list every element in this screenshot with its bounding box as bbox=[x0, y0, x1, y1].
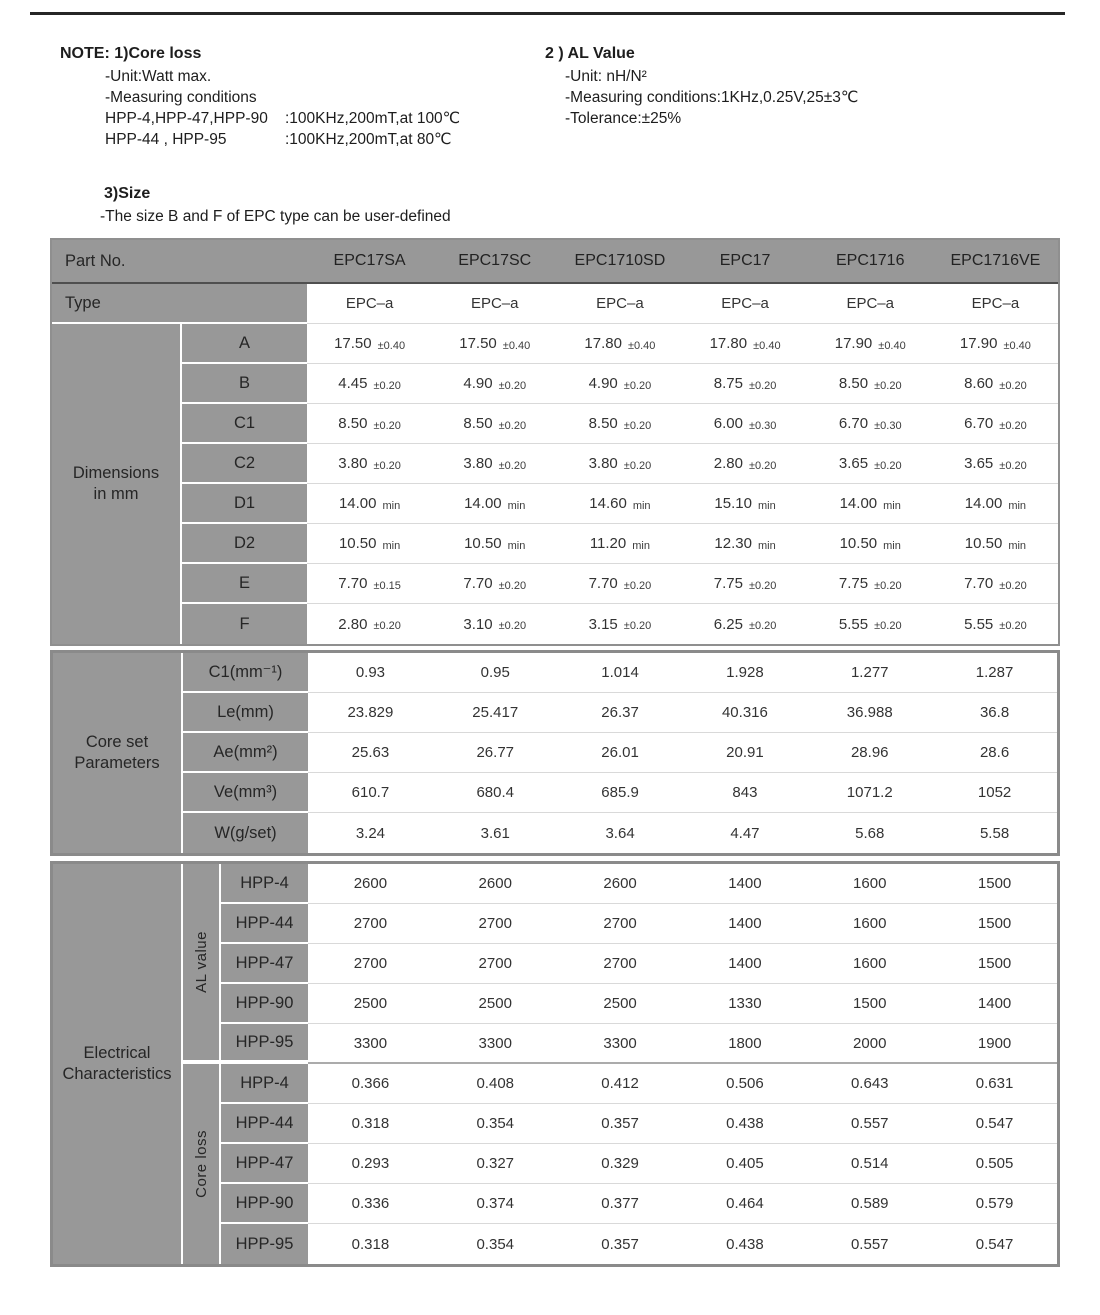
core-param-value-cell: 26.37 bbox=[558, 693, 683, 733]
condition-value: :100KHz,200mT,at 100℃ bbox=[285, 110, 461, 127]
al-value-cell: 1500 bbox=[932, 864, 1057, 904]
core-param-value-cell: 1052 bbox=[932, 773, 1057, 813]
core-loss-value-cell: 0.643 bbox=[807, 1064, 932, 1104]
dimension-value-cell: 3.65 ±0.20 bbox=[933, 444, 1058, 484]
dimension-value-cell: 14.60 min bbox=[557, 484, 682, 524]
dimension-row-label: C1 bbox=[182, 404, 307, 444]
note-al-value bbox=[545, 43, 858, 129]
core-loss-value-cell: 0.366 bbox=[308, 1064, 433, 1104]
core-set-parameters-table bbox=[50, 650, 1060, 856]
al-value-cell: 2700 bbox=[558, 944, 683, 984]
core-param-value-cell: 20.91 bbox=[683, 733, 808, 773]
core-set-group-label: Core set Parameters bbox=[53, 653, 183, 853]
condition-value: :100KHz,200mT,at 80℃ bbox=[285, 131, 452, 148]
condition-name: HPP-44 , HPP-95 bbox=[105, 131, 227, 148]
core-param-value-cell: 5.68 bbox=[807, 813, 932, 853]
dimension-value-cell: 6.70 ±0.20 bbox=[933, 404, 1058, 444]
al-value-cell: 1500 bbox=[807, 984, 932, 1024]
core-loss-value-cell: 0.547 bbox=[932, 1224, 1057, 1264]
note-line: -Unit: nH/N² bbox=[565, 68, 647, 85]
al-value-cell: 1400 bbox=[932, 984, 1057, 1024]
al-value-cell: 2500 bbox=[433, 984, 558, 1024]
note-size bbox=[100, 183, 451, 227]
al-value-cell: 2700 bbox=[433, 904, 558, 944]
dimension-value-cell: 14.00 min bbox=[933, 484, 1058, 524]
dimension-row-label: E bbox=[182, 564, 307, 604]
dimension-value-cell: 7.70 ±0.20 bbox=[432, 564, 557, 604]
core-param-value-cell: 25.417 bbox=[433, 693, 558, 733]
core-param-value-cell: 1.277 bbox=[807, 653, 932, 693]
dimension-value-cell: 2.80 ±0.20 bbox=[682, 444, 807, 484]
note-line: -Unit:Watt max. bbox=[105, 68, 212, 85]
top-rule bbox=[30, 12, 1065, 15]
dimension-value-cell: 7.70 ±0.15 bbox=[307, 564, 432, 604]
type-value-cell: EPC–a bbox=[557, 284, 682, 324]
dimension-value-cell: 17.80 ±0.40 bbox=[682, 324, 807, 364]
dimension-value-cell: 4.90 ±0.20 bbox=[557, 364, 682, 404]
core-loss-value-cell: 0.505 bbox=[932, 1144, 1057, 1184]
type-value-cell: EPC–a bbox=[432, 284, 557, 324]
part-number-cell: EPC1710SD bbox=[557, 240, 682, 284]
core-param-value-cell: 4.47 bbox=[683, 813, 808, 853]
core-param-value-cell: 0.95 bbox=[433, 653, 558, 693]
core-loss-group-label: Core loss bbox=[183, 1064, 221, 1264]
dimension-value-cell: 10.50 min bbox=[808, 524, 933, 564]
al-value-cell: 1600 bbox=[807, 904, 932, 944]
core-param-value-cell: 36.988 bbox=[807, 693, 932, 733]
dimension-row-label: B bbox=[182, 364, 307, 404]
dimension-value-cell: 3.10 ±0.20 bbox=[432, 604, 557, 644]
dimension-value-cell: 15.10 min bbox=[682, 484, 807, 524]
dimension-value-cell: 5.55 ±0.20 bbox=[933, 604, 1058, 644]
core-param-value-cell: 40.316 bbox=[683, 693, 808, 733]
core-loss-value-cell: 0.408 bbox=[433, 1064, 558, 1104]
dimension-value-cell: 8.50 ±0.20 bbox=[432, 404, 557, 444]
core-loss-value-cell: 0.557 bbox=[807, 1224, 932, 1264]
dimensions-table bbox=[50, 238, 1060, 646]
dimension-value-cell: 7.70 ±0.20 bbox=[933, 564, 1058, 604]
dimension-value-cell: 4.45 ±0.20 bbox=[307, 364, 432, 404]
core-loss-value-cell: 0.405 bbox=[683, 1144, 808, 1184]
core-loss-value-cell: 0.377 bbox=[558, 1184, 683, 1224]
dimension-value-cell: 14.00 min bbox=[432, 484, 557, 524]
dimension-value-cell: 12.30 min bbox=[682, 524, 807, 564]
core-loss-value-cell: 0.318 bbox=[308, 1104, 433, 1144]
electrical-characteristics-table bbox=[50, 861, 1060, 1267]
core-loss-value-cell: 0.357 bbox=[558, 1224, 683, 1264]
core-loss-value-cell: 0.412 bbox=[558, 1064, 683, 1104]
dimension-value-cell: 17.90 ±0.40 bbox=[933, 324, 1058, 364]
note-condition-row bbox=[105, 129, 460, 150]
dimension-value-cell: 3.80 ±0.20 bbox=[307, 444, 432, 484]
core-loss-value-cell: 0.374 bbox=[433, 1184, 558, 1224]
hpp-row-label: HPP-90 bbox=[221, 984, 308, 1024]
core-loss-value-cell: 0.589 bbox=[807, 1184, 932, 1224]
core-param-value-cell: 3.61 bbox=[433, 813, 558, 853]
core-loss-value-cell: 0.438 bbox=[683, 1224, 808, 1264]
al-value-cell: 2500 bbox=[558, 984, 683, 1024]
core-loss-value-cell: 0.631 bbox=[932, 1064, 1057, 1104]
hpp-row-label: HPP-47 bbox=[221, 944, 308, 984]
dimension-value-cell: 8.75 ±0.20 bbox=[682, 364, 807, 404]
note-line: -Measuring conditions bbox=[105, 89, 257, 106]
dimension-value-cell: 10.50 min bbox=[933, 524, 1058, 564]
hpp-row-label: HPP-44 bbox=[221, 904, 308, 944]
dimension-row-label: C2 bbox=[182, 444, 307, 484]
al-value-cell: 1500 bbox=[932, 944, 1057, 984]
hpp-row-label: HPP-44 bbox=[221, 1104, 308, 1144]
core-param-value-cell: 26.77 bbox=[433, 733, 558, 773]
core-param-value-cell: 680.4 bbox=[433, 773, 558, 813]
hpp-row-label: HPP-90 bbox=[221, 1184, 308, 1224]
dimension-row-label: D2 bbox=[182, 524, 307, 564]
note-al-value-title: 2 ) AL Value bbox=[545, 45, 635, 62]
dimension-value-cell: 8.60 ±0.20 bbox=[933, 364, 1058, 404]
part-number-cell: EPC17 bbox=[682, 240, 807, 284]
core-param-value-cell: 1.014 bbox=[558, 653, 683, 693]
core-loss-value-cell: 0.327 bbox=[433, 1144, 558, 1184]
core-param-value-cell: 0.93 bbox=[308, 653, 433, 693]
dimension-value-cell: 3.80 ±0.20 bbox=[557, 444, 682, 484]
core-param-value-cell: 26.01 bbox=[558, 733, 683, 773]
note-line: -Tolerance:±25% bbox=[565, 110, 682, 127]
dimension-value-cell: 3.80 ±0.20 bbox=[432, 444, 557, 484]
core-param-label: Ve(mm³) bbox=[183, 773, 308, 813]
dimension-value-cell: 17.50 ±0.40 bbox=[432, 324, 557, 364]
core-param-value-cell: 5.58 bbox=[932, 813, 1057, 853]
core-loss-value-cell: 0.464 bbox=[683, 1184, 808, 1224]
core-loss-value-cell: 0.354 bbox=[433, 1224, 558, 1264]
core-param-value-cell: 1.287 bbox=[932, 653, 1057, 693]
hpp-row-label: HPP-4 bbox=[221, 1064, 308, 1104]
hpp-row-label: HPP-4 bbox=[221, 864, 308, 904]
type-value-cell: EPC–a bbox=[808, 284, 933, 324]
dimension-value-cell: 7.70 ±0.20 bbox=[557, 564, 682, 604]
core-param-value-cell: 3.64 bbox=[558, 813, 683, 853]
al-value-cell: 2700 bbox=[308, 944, 433, 984]
part-number-cell: EPC17SA bbox=[307, 240, 432, 284]
dimension-value-cell: 6.25 ±0.20 bbox=[682, 604, 807, 644]
al-value-cell: 2600 bbox=[308, 864, 433, 904]
core-loss-value-cell: 0.293 bbox=[308, 1144, 433, 1184]
core-loss-value-cell: 0.438 bbox=[683, 1104, 808, 1144]
dimension-value-cell: 7.75 ±0.20 bbox=[808, 564, 933, 604]
hpp-row-label: HPP-47 bbox=[221, 1144, 308, 1184]
core-param-value-cell: 1071.2 bbox=[807, 773, 932, 813]
core-param-value-cell: 843 bbox=[683, 773, 808, 813]
core-param-value-cell: 685.9 bbox=[558, 773, 683, 813]
part-no-header-label: Part No. bbox=[52, 240, 307, 284]
dimension-row-label: F bbox=[182, 604, 307, 644]
dimension-value-cell: 5.55 ±0.20 bbox=[808, 604, 933, 644]
al-value-cell: 2700 bbox=[433, 944, 558, 984]
dimension-row-label: D1 bbox=[182, 484, 307, 524]
core-loss-value-cell: 0.318 bbox=[308, 1224, 433, 1264]
electrical-group-label: Electrical Characteristics bbox=[53, 864, 183, 1264]
note-core-loss-title: NOTE: 1)Core loss bbox=[60, 45, 202, 62]
note-line: -Measuring conditions:1KHz,0.25V,25±3℃ bbox=[565, 89, 859, 106]
al-value-cell: 2600 bbox=[433, 864, 558, 904]
al-value-cell: 1400 bbox=[683, 864, 808, 904]
type-row-label: Type bbox=[52, 284, 307, 324]
al-value-cell: 1800 bbox=[683, 1024, 808, 1064]
al-value-cell: 3300 bbox=[433, 1024, 558, 1064]
core-param-value-cell: 25.63 bbox=[308, 733, 433, 773]
dimension-value-cell: 14.00 min bbox=[808, 484, 933, 524]
dimension-value-cell: 14.00 min bbox=[307, 484, 432, 524]
core-param-value-cell: 3.24 bbox=[308, 813, 433, 853]
note-size-title: 3)Size bbox=[104, 185, 151, 202]
type-value-cell: EPC–a bbox=[307, 284, 432, 324]
dimension-value-cell: 11.20 min bbox=[557, 524, 682, 564]
core-param-label: Le(mm) bbox=[183, 693, 308, 733]
dimension-value-cell: 7.75 ±0.20 bbox=[682, 564, 807, 604]
core-param-label: W(g/set) bbox=[183, 813, 308, 853]
condition-name: HPP-4,HPP-47,HPP-90 bbox=[105, 110, 268, 127]
part-number-cell: EPC17SC bbox=[432, 240, 557, 284]
core-loss-value-cell: 0.557 bbox=[807, 1104, 932, 1144]
part-number-cell: EPC1716VE bbox=[933, 240, 1058, 284]
core-param-label: Ae(mm²) bbox=[183, 733, 308, 773]
al-value-cell: 2500 bbox=[308, 984, 433, 1024]
dimension-value-cell: 4.90 ±0.20 bbox=[432, 364, 557, 404]
al-value-cell: 1400 bbox=[683, 904, 808, 944]
core-param-value-cell: 28.96 bbox=[807, 733, 932, 773]
dimension-value-cell: 2.80 ±0.20 bbox=[307, 604, 432, 644]
dimension-value-cell: 10.50 min bbox=[432, 524, 557, 564]
dimension-value-cell: 17.80 ±0.40 bbox=[557, 324, 682, 364]
al-value-cell: 1600 bbox=[807, 944, 932, 984]
al-value-cell: 3300 bbox=[308, 1024, 433, 1064]
al-value-cell: 2700 bbox=[558, 904, 683, 944]
dimension-value-cell: 8.50 ±0.20 bbox=[307, 404, 432, 444]
core-param-value-cell: 28.6 bbox=[932, 733, 1057, 773]
core-param-value-cell: 610.7 bbox=[308, 773, 433, 813]
dimension-value-cell: 10.50 min bbox=[307, 524, 432, 564]
al-value-cell: 3300 bbox=[558, 1024, 683, 1064]
core-loss-value-cell: 0.547 bbox=[932, 1104, 1057, 1144]
core-param-value-cell: 23.829 bbox=[308, 693, 433, 733]
al-value-cell: 1900 bbox=[932, 1024, 1057, 1064]
dimension-value-cell: 17.50 ±0.40 bbox=[307, 324, 432, 364]
dimension-value-cell: 3.15 ±0.20 bbox=[557, 604, 682, 644]
core-loss-value-cell: 0.514 bbox=[807, 1144, 932, 1184]
al-value-cell: 1400 bbox=[683, 944, 808, 984]
hpp-row-label: HPP-95 bbox=[221, 1024, 308, 1064]
core-loss-value-cell: 0.506 bbox=[683, 1064, 808, 1104]
core-loss-value-cell: 0.579 bbox=[932, 1184, 1057, 1224]
al-value-cell: 1330 bbox=[683, 984, 808, 1024]
al-value-cell: 2700 bbox=[308, 904, 433, 944]
type-value-cell: EPC–a bbox=[682, 284, 807, 324]
hpp-row-label: HPP-95 bbox=[221, 1224, 308, 1264]
al-value-cell: 1500 bbox=[932, 904, 1057, 944]
note-line: -The size B and F of EPC type can be user-defined bbox=[100, 208, 451, 225]
core-param-value-cell: 36.8 bbox=[932, 693, 1057, 733]
dimension-value-cell: 3.65 ±0.20 bbox=[808, 444, 933, 484]
core-param-value-cell: 1.928 bbox=[683, 653, 808, 693]
core-loss-value-cell: 0.329 bbox=[558, 1144, 683, 1184]
type-value-cell: EPC–a bbox=[933, 284, 1058, 324]
al-value-cell: 2600 bbox=[558, 864, 683, 904]
core-loss-value-cell: 0.336 bbox=[308, 1184, 433, 1224]
dimension-value-cell: 6.70 ±0.30 bbox=[808, 404, 933, 444]
al-value-cell: 2000 bbox=[807, 1024, 932, 1064]
dimension-value-cell: 8.50 ±0.20 bbox=[808, 364, 933, 404]
part-number-cell: EPC1716 bbox=[808, 240, 933, 284]
dimension-value-cell: 8.50 ±0.20 bbox=[557, 404, 682, 444]
dimension-value-cell: 17.90 ±0.40 bbox=[808, 324, 933, 364]
dimensions-group-label: Dimensions in mm bbox=[52, 324, 182, 644]
dimension-value-cell: 6.00 ±0.30 bbox=[682, 404, 807, 444]
al-value-cell: 1600 bbox=[807, 864, 932, 904]
core-param-label: C1(mm⁻¹) bbox=[183, 653, 308, 693]
note-core-loss bbox=[60, 43, 460, 150]
dimension-row-label: A bbox=[182, 324, 307, 364]
al-value-group-label: AL value bbox=[183, 864, 221, 1064]
core-loss-value-cell: 0.354 bbox=[433, 1104, 558, 1144]
note-condition-row bbox=[105, 108, 460, 129]
core-loss-value-cell: 0.357 bbox=[558, 1104, 683, 1144]
